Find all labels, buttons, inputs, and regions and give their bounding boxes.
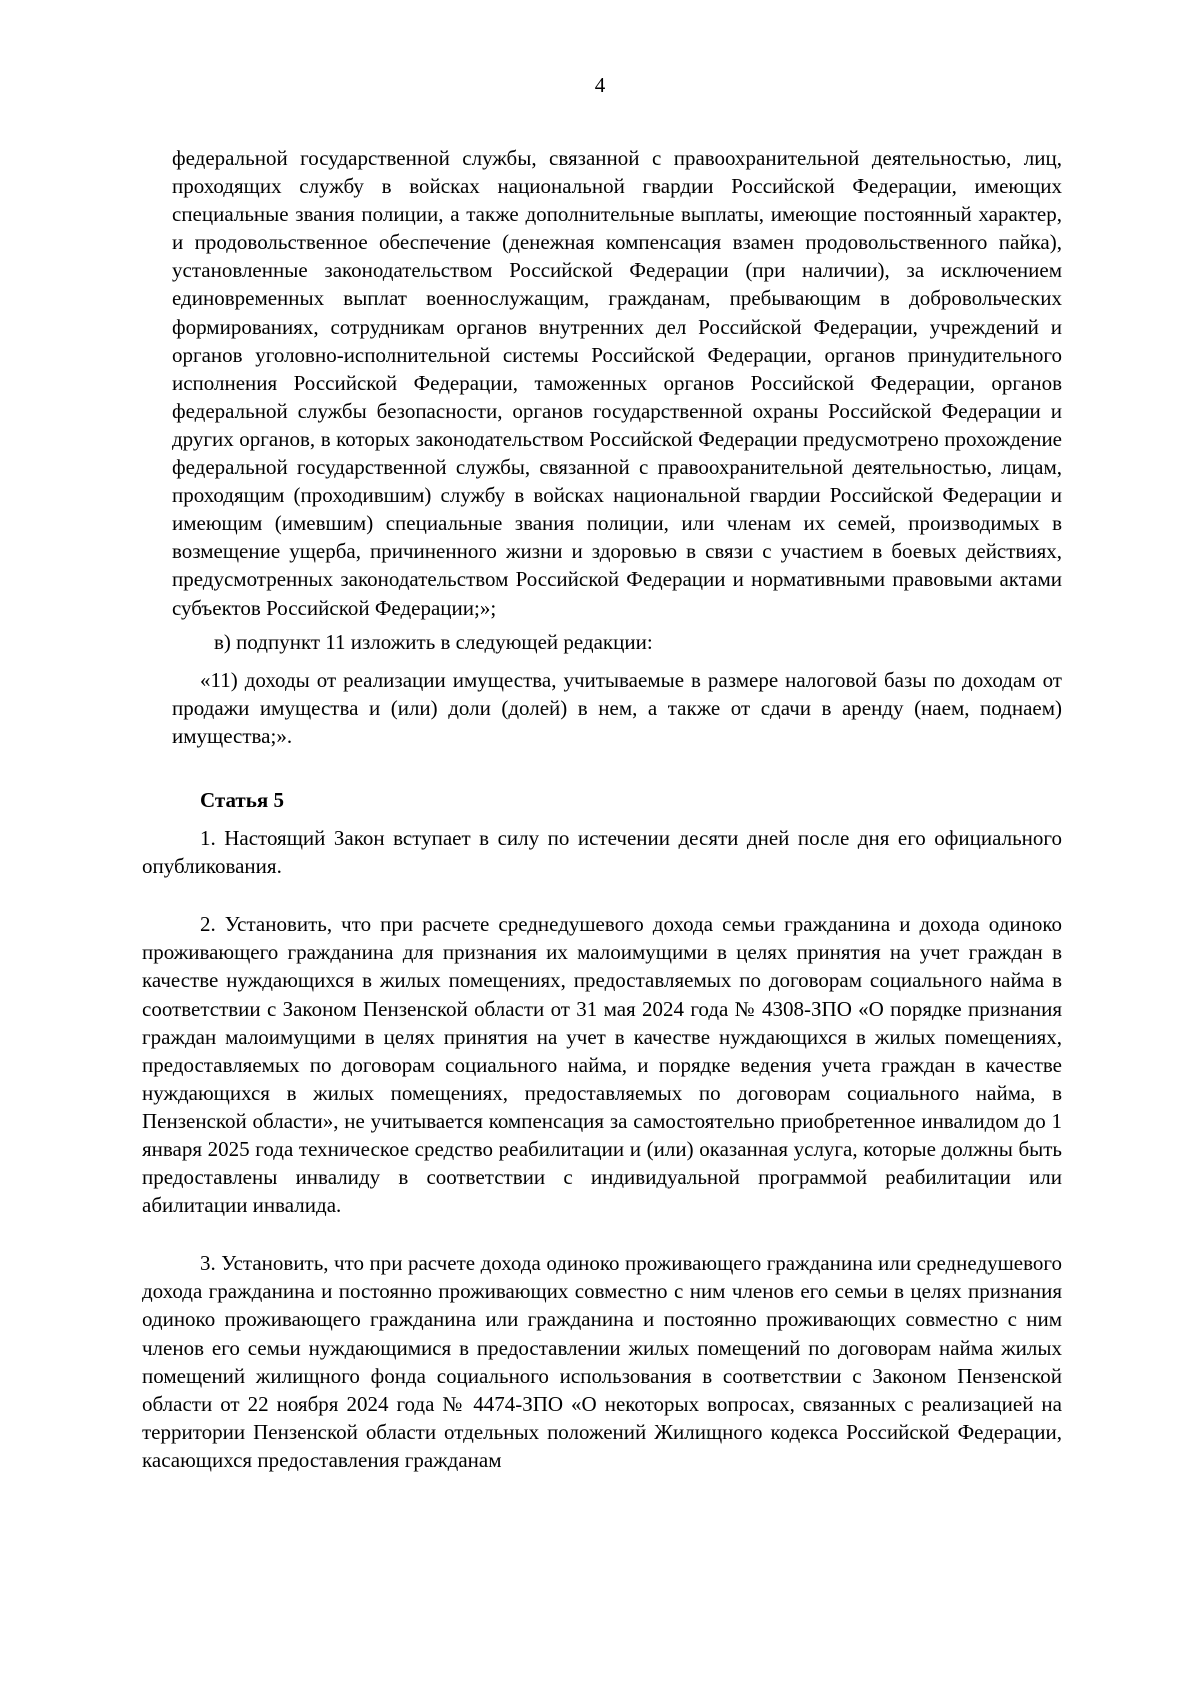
document-body (142, 144, 1062, 1474)
paragraph-quote-11: «11) доходы от реализации имущества, учитываемые в размере налоговой базы по доходам от продажи имущества и (или) доли (долей) в нем, а также от сдачи в аренду (наем, поднаем) имущества;». (172, 667, 1062, 748)
article-heading: Статья 5 (200, 787, 284, 812)
page-number: 4 (594, 73, 606, 97)
paragraph-subitem-v: в) подпункт 11 изложить в следующей редакции: (214, 629, 653, 654)
article-paragraph-3: 3. Установить, что при расчете дохода одиноко проживающего гражданина или среднедушевого дохода гражданина и постоянно проживающих совместно с ним членов его семьи в целях признания одиноко проживающего гражданина или гражданина и постоянно проживающих совместно с ним членов его семьи нуждающимися в предоставлении жилых помещений по договорам найма жилых помещений жилищного фонда социального использования в соответствии с Законом Пензенской области от 22 ноября 2024 года № 4474-ЗПО «О некоторых вопросах, связанных с реализацией на территории Пензенской области отдельных положений Жилищного кодекса Российской Федерации, касающихся предоставления гражданам (142, 1251, 1062, 1472)
article-paragraph-2: 2. Установить, что при расчете среднедушевого дохода семьи гражданина и дохода одиноко проживающего гражданина для признания их малоимущими в целях принятия на учет граждан в качестве нуждающихся в жилых помещениях, предоставляемых по договорам социального найма в соответствии с Законом Пензенской области от 31 мая 2024 года № 4308-ЗПО «О порядке признания граждан малоимущими в целях принятия на учет в качестве нуждающихся в жилых помещениях, предоставляемых по договорам социального найма, и порядке ведения учета граждан в качестве нуждающихся в жилых помещениях, предоставляемых по договорам социального найма, в Пензенской области», не учитывается компенсация за самостоятельно приобретенное инвалидом до 1 января 2025 года техническое средство реабилитации и (или) оказанная услуга, которые должны быть предоставлены инвалиду в соответствии с индивидуальной программой реабилитации или абилитации инвалида. (142, 912, 1062, 1218)
paragraph-continuation: федеральной государственной службы, связанной с правоохранительной деятельностью, лиц, проходящих службу в войсках национальной гвардии Российской Федерации, имеющих специальные звания полиции, а также дополнительные выплаты, имеющие постоянный характер, и продовольственное обеспечение (денежная компенсация взамен продовольственного пайка), установленные законодательством Российской Федерации (при наличии), за исключением единовременных выплат военнослужащим, гражданам, пребывающим в добровольческих формированиях, сотрудникам органов внутренних дел Российской Федерации, учреждений и органов уголовно-исполнительной системы Российской Федерации, органов принудительного исполнения Российской Федерации, таможенных органов Российской Федерации, органов федеральной службы безопасности, органов государственной охраны Российской Федерации и других органов, в которых законодательством Российской Федерации предусмотрено прохождение федеральной государственной службы, связанной с правоохранительной деятельностью, лицам, проходящим (проходившим) службу в войсках национальной гвардии Российской Федерации и имеющим (имевшим) специальные звания полиции, или членам их семей, производимых в возмещение ущерба, причиненного жизни и здоровью в связи с участием в боевых действиях, предусмотренных законодательством Российской Федерации и нормативными правовыми актами субъектов Российской Федерации;»; (172, 146, 1062, 620)
article-paragraph-1: 1. Настоящий Закон вступает в силу по истечении десяти дней после дня его официального опубликования. (142, 826, 1062, 879)
